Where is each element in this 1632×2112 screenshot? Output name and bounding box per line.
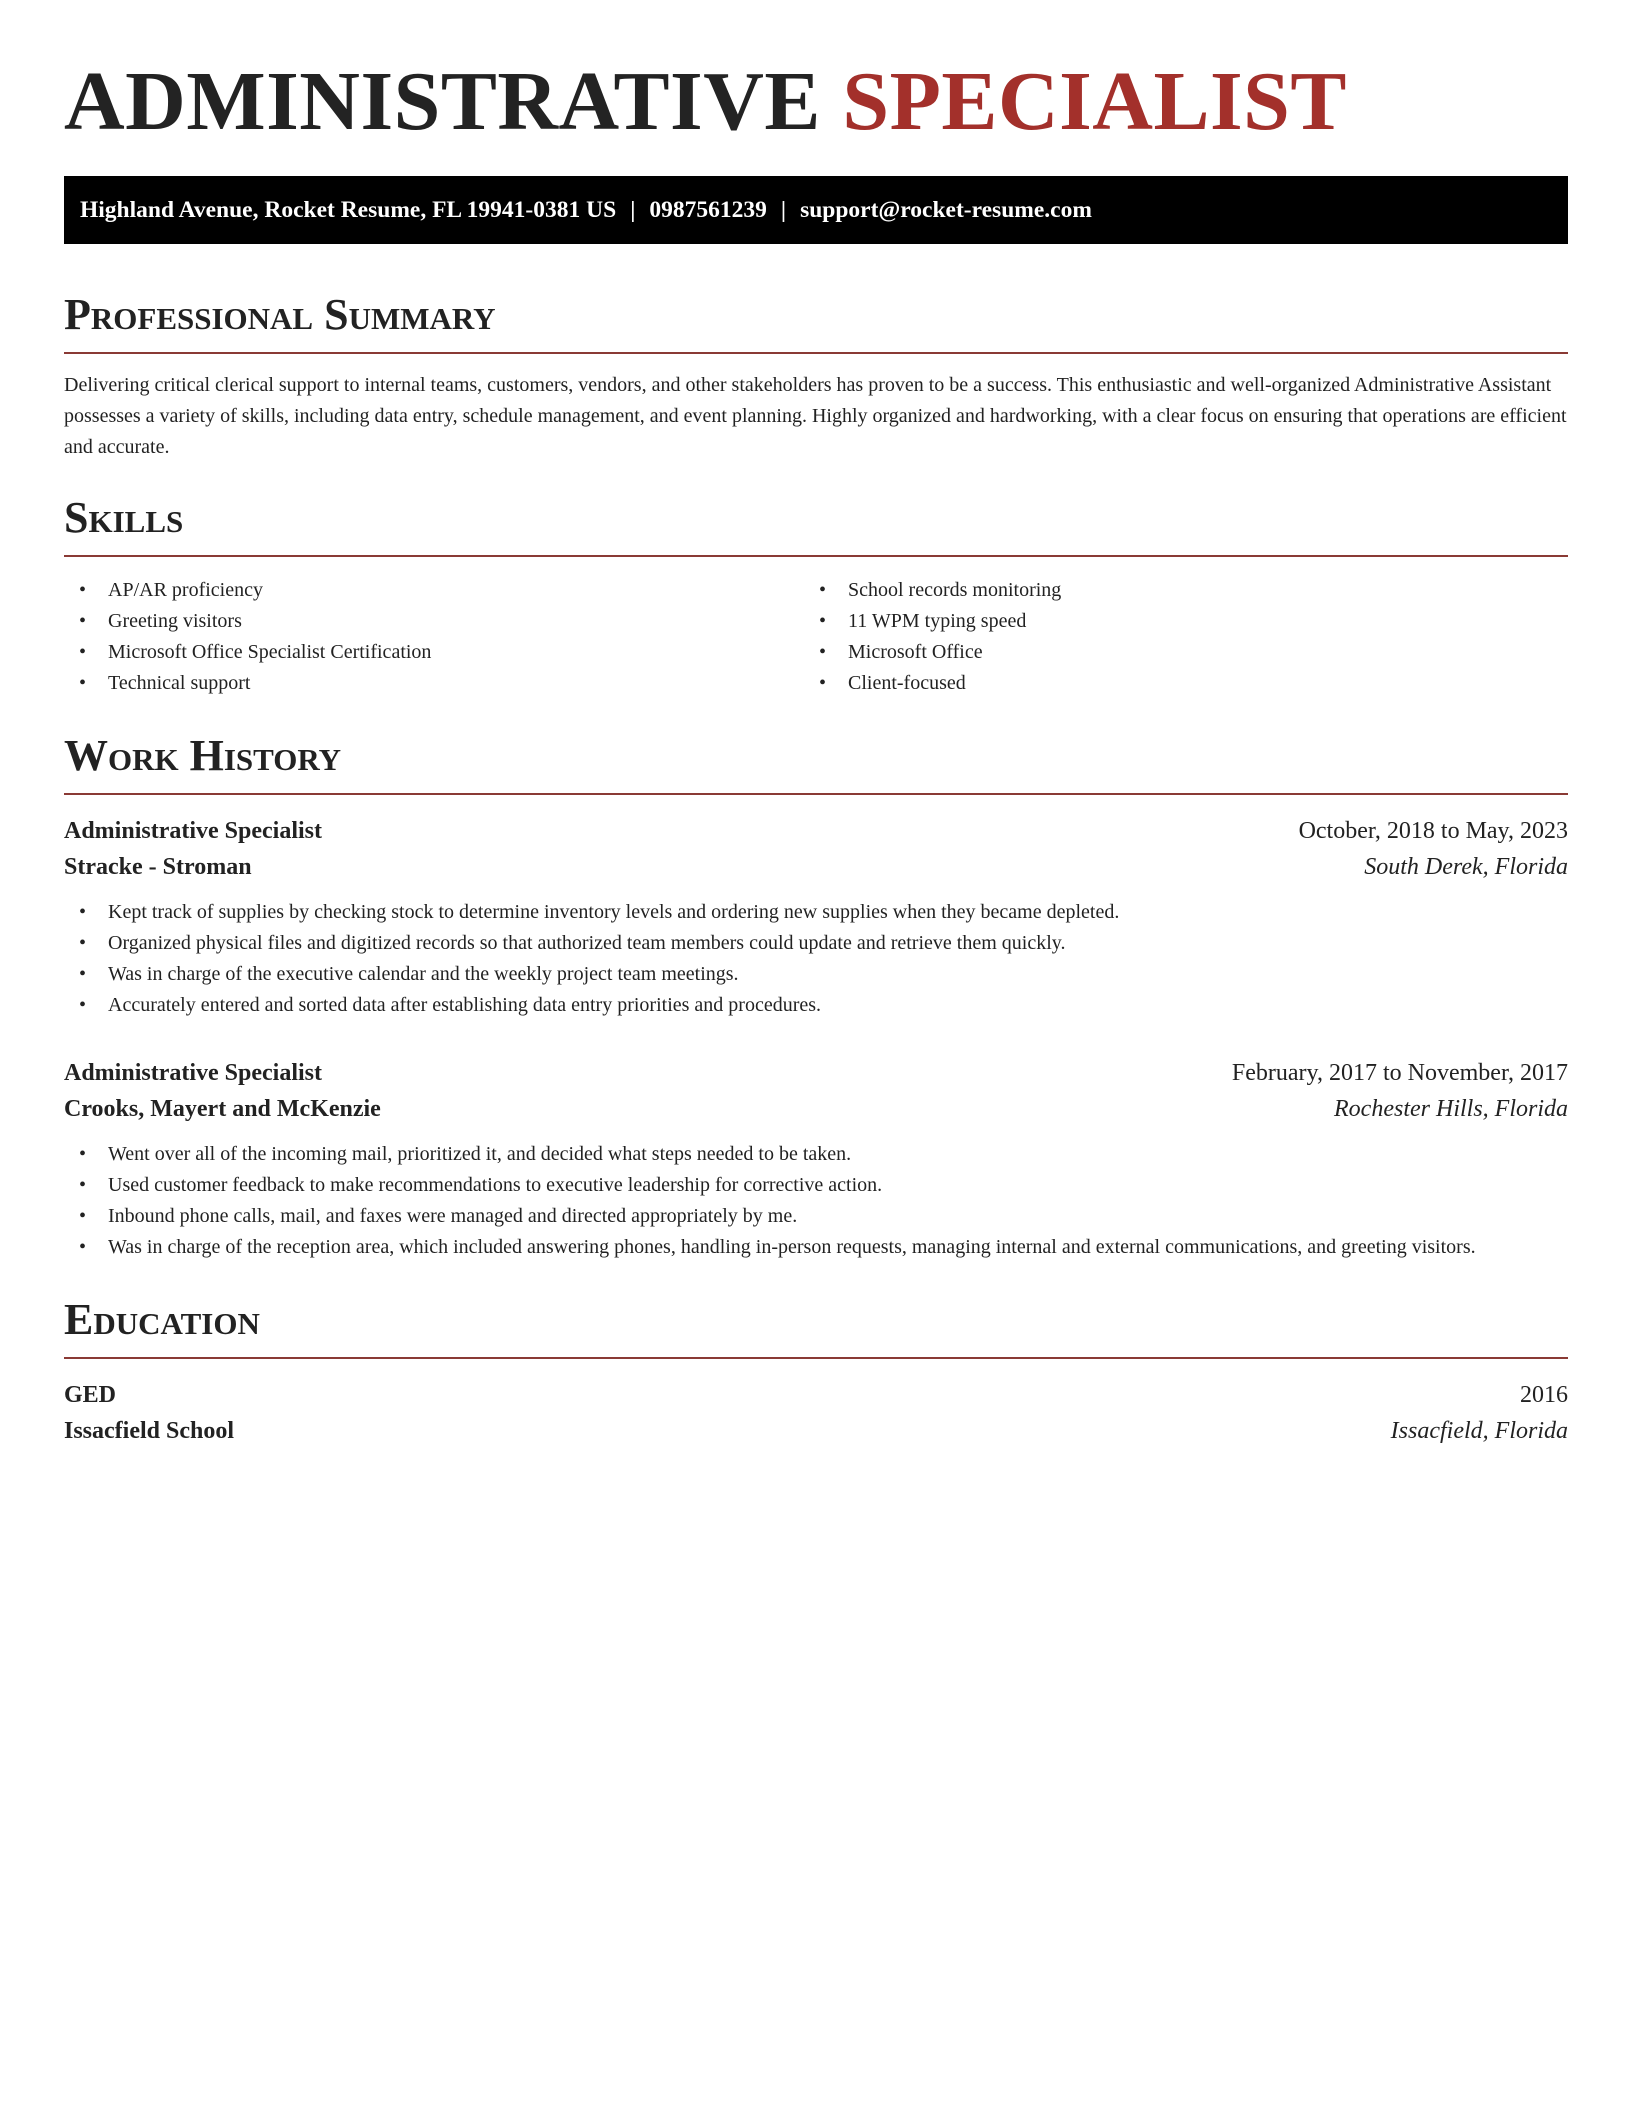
- education-degree: GED: [64, 1382, 117, 1408]
- job-bullets: [64, 1139, 1568, 1263]
- education-year: 2016: [1520, 1382, 1568, 1408]
- job-bullet: • Was in charge of the reception area, which included answering phones, handling in-person requests, managing internal and external communications, and greeting visitors.: [64, 1232, 1568, 1263]
- summary-heading: Professional Summary: [64, 290, 496, 339]
- job-company: Stracke - Stroman: [64, 854, 252, 880]
- skill-item: • 11 WPM typing speed: [804, 606, 1544, 637]
- skill-item: • Client-focused: [804, 668, 1544, 699]
- contact-separator: |: [630, 197, 636, 223]
- job-bullet: • Accurately entered and sorted data after establishing data entry priorities and procedures.: [64, 990, 1568, 1021]
- skill-item: • Greeting visitors: [64, 606, 804, 637]
- summary-section: [64, 288, 1568, 463]
- job-bullets: [64, 897, 1568, 1021]
- title-part-2: SPECIALIST: [842, 55, 1347, 148]
- skill-item: • AP/AR proficiency: [64, 575, 804, 606]
- education-school-row: [64, 1413, 1568, 1449]
- job-bullet: • Inbound phone calls, mail, and faxes were managed and directed appropriately by me.: [64, 1201, 1568, 1232]
- skills-right-column: [804, 575, 1544, 699]
- section-divider: [64, 352, 1568, 354]
- education-section: [64, 1293, 1568, 1449]
- skill-item: • School records monitoring: [804, 575, 1544, 606]
- work-history-section: [64, 729, 1568, 1263]
- education-entry: [64, 1377, 1568, 1449]
- job-bullet: • Used customer feedback to make recommendations to executive leadership for corrective action.: [64, 1170, 1568, 1201]
- contact-phone: 0987561239: [649, 197, 767, 223]
- contact-address: Highland Avenue, Rocket Resume, FL 19941-0381 US: [80, 197, 617, 223]
- job-bullet: • Went over all of the incoming mail, prioritized it, and decided what steps needed to be taken.: [64, 1139, 1568, 1170]
- education-header-row: [64, 1377, 1568, 1413]
- job-entry: [64, 1055, 1568, 1263]
- contact-separator: |: [780, 197, 787, 223]
- contact-bar: [64, 176, 1568, 244]
- job-dates: October, 2018 to May, 2023: [1298, 818, 1568, 844]
- job-header-row: [64, 1055, 1568, 1091]
- resume-page: [64, 0, 1568, 1449]
- education-location: Issacfield, Florida: [1390, 1418, 1568, 1444]
- job-entry: [64, 813, 1568, 1021]
- job-company-row: [64, 849, 1568, 885]
- job-dates: February, 2017 to November, 2017: [1231, 1060, 1568, 1086]
- job-company-row: [64, 1091, 1568, 1127]
- skills-section: [64, 491, 1568, 699]
- job-bullet: • Was in charge of the executive calendar and the weekly project team meetings.: [64, 959, 1568, 990]
- job-company: Crooks, Mayert and McKenzie: [64, 1096, 381, 1122]
- skill-item: • Microsoft Office Specialist Certification: [64, 637, 804, 668]
- skill-item: • Microsoft Office: [804, 637, 1544, 668]
- skills-grid: [64, 575, 1568, 699]
- resume-title: [64, 52, 1568, 152]
- section-divider: [64, 555, 1568, 557]
- job-location: Rochester Hills, Florida: [1334, 1096, 1568, 1122]
- skill-item: • Technical support: [64, 668, 804, 699]
- education-heading: Education: [64, 1295, 260, 1344]
- skills-heading: Skills: [64, 493, 184, 542]
- skills-left-column: [64, 575, 804, 699]
- section-divider: [64, 793, 1568, 795]
- job-title: Administrative Specialist: [64, 1060, 322, 1086]
- job-title: Administrative Specialist: [64, 818, 322, 844]
- summary-text: Delivering critical clerical support to internal teams, customers, vendors, and other stakeholders has proven to be a success. This enthusiastic and well-organized Administrative Assistant possesses a variety of skills, including data entry, schedule management, and event planning. Highly organized and hardworking, with a clear focus on ensuring that operations are efficient and accurate.: [64, 374, 1567, 458]
- section-divider: [64, 1357, 1568, 1359]
- education-school: Issacfield School: [64, 1418, 235, 1444]
- job-location: South Derek, Florida: [1364, 854, 1568, 880]
- job-bullet: • Organized physical files and digitized records so that authorized team members could update and retrieve them quickly.: [64, 928, 1568, 959]
- work-history-heading: Work History: [64, 731, 342, 780]
- contact-email: support@rocket-resume.com: [800, 197, 1092, 223]
- title-part-1: ADMINISTRATIVE: [64, 55, 821, 148]
- job-header-row: [64, 813, 1568, 849]
- job-bullet: • Kept track of supplies by checking stock to determine inventory levels and ordering new supplies when they became depleted.: [64, 897, 1568, 928]
